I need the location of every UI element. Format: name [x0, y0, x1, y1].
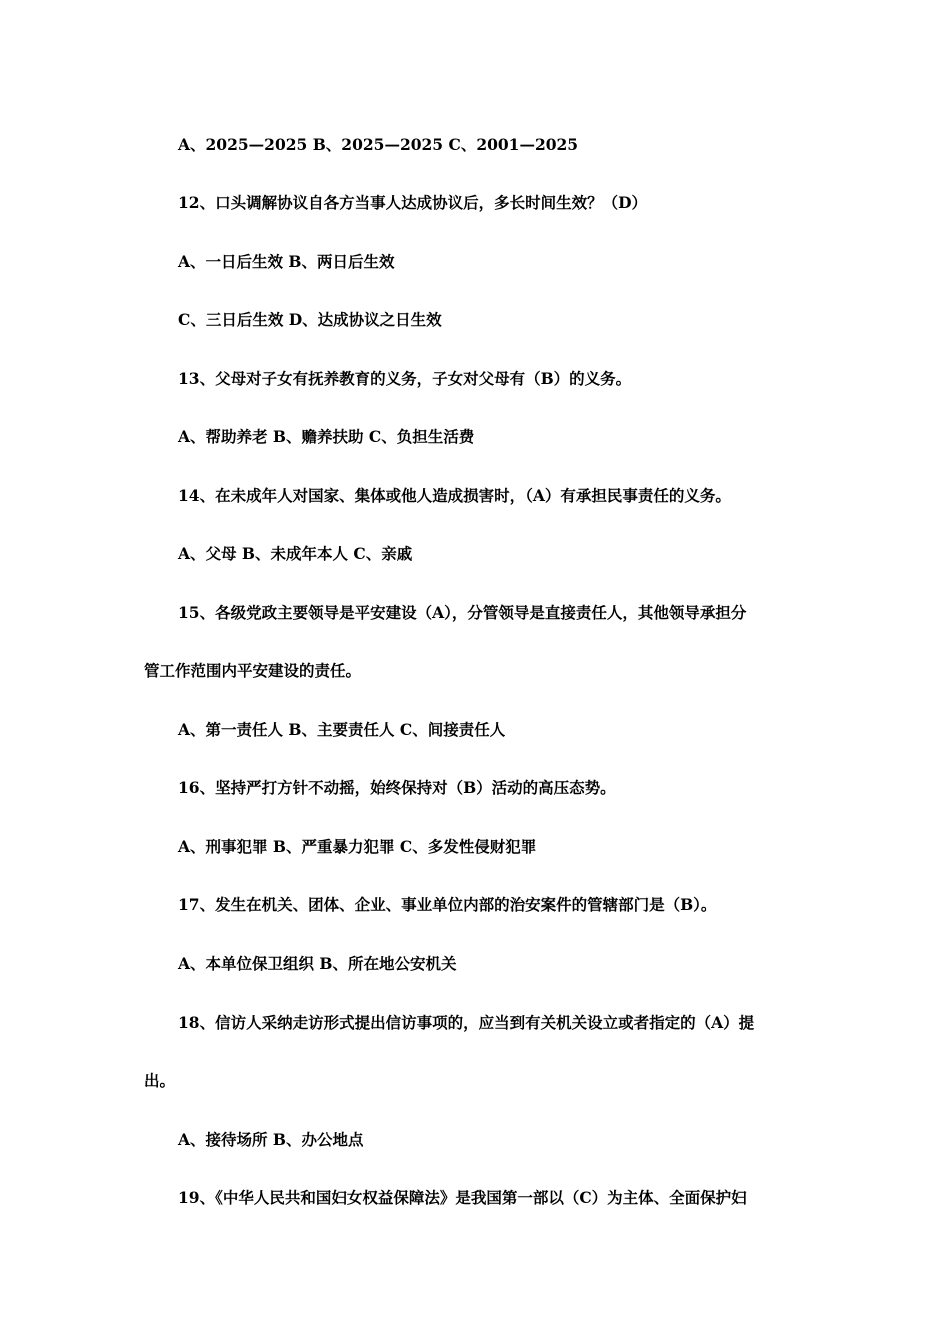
answer-options-q11: A、2025—2025 B、2025—2025 C、2001—2025 — [178, 135, 579, 154]
answer-options-q15: A、第一责任人 B、主要责任人 C、间接责任人 — [178, 720, 506, 739]
question-18-continuation: 出。 — [144, 1071, 176, 1090]
question-15-continuation: 管工作范围内平安建设的责任。 — [144, 661, 362, 680]
question-16: 16、坚持严打方针不动摇，始终保持对（B）活动的高压态势。 — [178, 778, 616, 797]
question-15: 15、各级党政主要领导是平安建设（A），分管领导是直接责任人，其他领导承担分 — [178, 603, 747, 622]
answer-options-q12-ab: A、一日后生效 B、两日后生效 — [178, 252, 395, 271]
question-14: 14、在未成年人对国家、集体或他人造成损害时，（A）有承担民事责任的义务。 — [178, 486, 731, 505]
question-12: 12、口头调解协议自各方当事人达成协议后，多长时间生效？（D） — [178, 193, 648, 212]
answer-options-q12-cd: C、三日后生效 D、达成协议之日生效 — [178, 310, 442, 329]
question-13: 13、父母对子女有抚养教育的义务，子女对父母有（B）的义务。 — [178, 369, 632, 388]
question-18: 18、信访人采纳走访形式提出信访事项的，应当到有关机关设立或者指定的（A）提 — [178, 1013, 755, 1032]
answer-options-q17: A、本单位保卫组织 B、所在地公安机关 — [178, 954, 457, 973]
answer-options-q18: A、接待场所 B、办公地点 — [178, 1130, 364, 1149]
answer-options-q13: A、帮助养老 B、赡养扶助 C、负担生活费 — [178, 427, 475, 446]
question-19: 19、《中华人民共和国妇女权益保障法》是我国第一部以（C）为主体、全面保护妇 — [178, 1188, 747, 1207]
answer-options-q16: A、刑事犯罪 B、严重暴力犯罪 C、多发性侵财犯罪 — [178, 837, 537, 856]
answer-options-q14: A、父母 B、未成年本人 C、亲戚 — [178, 544, 413, 563]
question-17: 17、发生在机关、团体、企业、事业单位内部的治安案件的管辖部门是（B）。 — [178, 895, 717, 914]
